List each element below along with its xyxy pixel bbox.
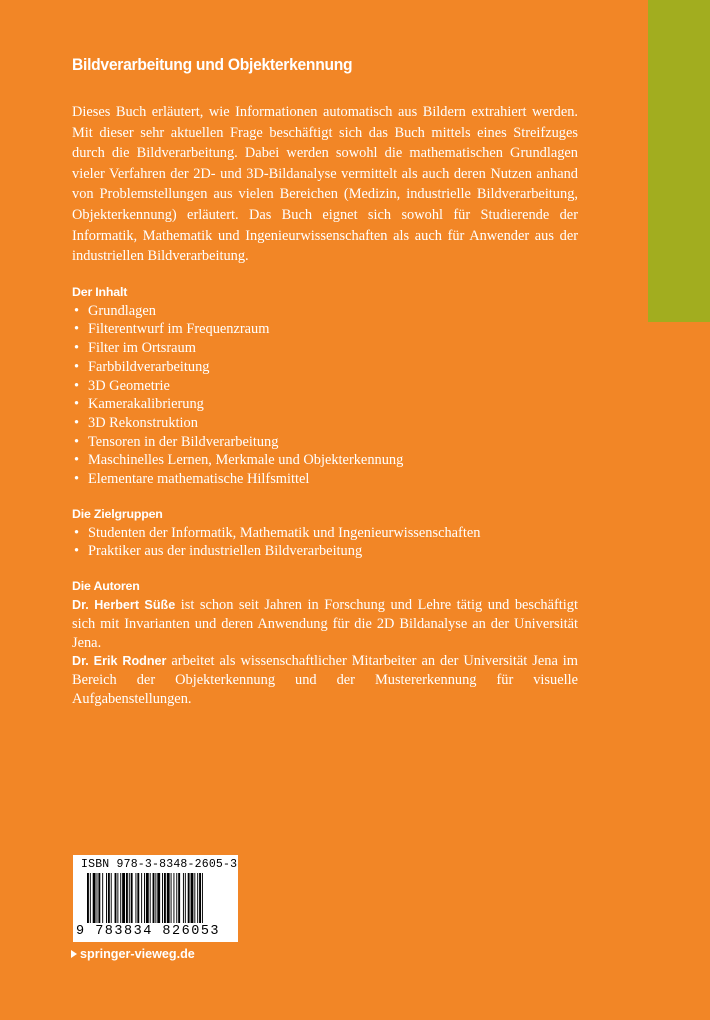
list-item <box>72 302 578 321</box>
publisher-website[interactable] <box>71 947 195 961</box>
bullet-icon: • <box>74 471 80 488</box>
list-item <box>72 358 578 377</box>
barcode-bar <box>90 873 91 923</box>
author-name: Dr. Herbert Süße <box>72 598 176 613</box>
list-item <box>72 524 578 543</box>
list-item-text: Grundlagen <box>88 302 156 319</box>
barcode-bar <box>102 873 103 923</box>
authors-heading: Die Autoren <box>72 579 140 594</box>
bullet-icon: • <box>74 433 80 450</box>
bullet-icon: • <box>74 396 80 413</box>
barcode-bar <box>157 873 160 923</box>
barcode-bar <box>176 873 177 923</box>
barcode-bar <box>173 873 174 923</box>
barcode-bar <box>135 873 136 923</box>
bullet-icon: • <box>74 340 80 357</box>
arrow-right-icon <box>71 950 77 958</box>
barcode-bar <box>194 873 195 923</box>
barcode-bar <box>183 873 184 923</box>
bullet-icon: • <box>74 543 80 560</box>
barcode-bar <box>93 873 96 923</box>
bullet-icon: • <box>74 377 80 394</box>
book-description: Dieses Buch erläutert, wie Informationen automatisch aus Bildern extrahiert werden. Mit dieser sehr aktuellen Frage beschäftigt sich das Buch mittels eines Streifzuges durch die Bildverarbeitung. Dabei werden sowohl die mathematischen Grundlagen vieler Verfahren der 2D- und 3D-Bildanalyse vermittelt als auch deren Nutzen anhand von Problemstellungen aus vielen Bereichen (Medizin, industrielle Bildverarbeitung, Objekterkennung) erläutert. Das Buch eignet sich sowohl für Studierende der Informatik, Mathematik und Ingenieurwissenschaften als auch für Anwender aus der industriellen Bildverarbeitung. <box>72 104 578 265</box>
list-item-text: Studenten der Informatik, Mathematik und Ingenieurwissenschaften <box>88 524 481 541</box>
bullet-icon: • <box>74 358 80 375</box>
list-item-text: Tensoren in der Bildverarbeitung <box>88 433 279 450</box>
author-bio-text: ist schon seit Jahren in Forschung und Lehre tätig und beschäftigt sich mit Invarianten und deren Anwendung für die 2D Bildanalyse an der Universität Jena. <box>72 597 578 651</box>
list-item-text: Filter im Ortsraum <box>88 340 196 357</box>
side-color-band <box>648 0 710 322</box>
list-item <box>72 339 578 358</box>
website-text: springer-vieweg.de <box>80 947 195 961</box>
author-name: Dr. Erik Rodner <box>72 654 167 669</box>
list-item <box>72 395 578 414</box>
barcode-bar <box>162 873 163 923</box>
book-title: Bildverarbeitung und Objekterkennung <box>72 55 353 74</box>
barcode-bar <box>131 873 133 923</box>
barcode-bar <box>155 873 156 923</box>
bullet-icon: • <box>74 414 80 431</box>
barcode-bar <box>141 873 142 923</box>
authors-section <box>72 579 578 708</box>
barcode-bar <box>106 873 107 923</box>
barcode-bar <box>115 873 117 923</box>
barcode-bar <box>202 873 203 923</box>
list-item-text: Praktiker aus der industriellen Bildverarbeitung <box>88 543 363 560</box>
barcode-bar <box>137 873 139 923</box>
contents-section <box>72 285 578 489</box>
barcode-digits: 9 783834 826053 <box>76 924 221 939</box>
author-bio <box>72 596 578 652</box>
back-cover-content <box>72 55 578 708</box>
barcode-bar <box>188 873 190 923</box>
list-item-text: 3D Rekonstruktion <box>88 414 198 431</box>
barcode-bar <box>164 873 166 923</box>
barcode-bar <box>146 873 149 923</box>
bullet-icon: • <box>74 321 80 338</box>
list-item <box>72 320 578 339</box>
list-item-text: Filterentwurf im Frequenzraum <box>88 321 270 338</box>
list-item-text: Farbbildverarbeitung <box>88 358 210 375</box>
bullet-icon: • <box>74 452 80 469</box>
barcode-bar <box>98 873 100 923</box>
barcode-bar <box>97 873 98 923</box>
barcode-bar <box>153 873 155 923</box>
bullet-icon: • <box>74 302 80 319</box>
list-item <box>72 470 578 489</box>
barcode-bar <box>150 873 151 923</box>
isbn-barcode <box>73 855 238 942</box>
list-item-text: Maschinelles Lernen, Merkmale und Objekterkennung <box>88 452 404 469</box>
author-bio <box>72 652 578 708</box>
isbn-label: ISBN 978-3-8348-2605-3 <box>81 858 238 871</box>
barcode-bars <box>87 873 227 923</box>
list-item <box>72 377 578 396</box>
list-item-text: Elementare mathematische Hilfsmittel <box>88 471 310 488</box>
barcode-bar <box>111 873 112 923</box>
barcode-bar <box>178 873 180 923</box>
author-bio-text: arbeitet als wissenschaftlicher Mitarbeiter an der Universität Jena im Bereich der Objekterkennung und der Mustererkennung für visuelle Aufgabenstellungen. <box>72 653 578 707</box>
barcode-bar <box>117 873 118 923</box>
list-item-text: Kamerakalibrierung <box>88 396 204 413</box>
contents-heading: Der Inhalt <box>72 284 128 299</box>
barcode-bar <box>199 873 201 923</box>
barcode-bar <box>197 873 198 923</box>
barcode-bar <box>126 873 128 923</box>
list-item <box>72 542 578 561</box>
barcode-bar <box>191 873 194 923</box>
bullet-icon: • <box>74 524 80 541</box>
list-item-text: 3D Geometrie <box>88 377 170 394</box>
audience-list <box>72 524 578 561</box>
barcode-bar <box>122 873 125 923</box>
barcode-bar <box>144 873 145 923</box>
barcode-bar <box>171 873 172 923</box>
list-item <box>72 414 578 433</box>
barcode-bar <box>167 873 170 923</box>
audience-heading: Die Zielgruppen <box>72 506 163 521</box>
audience-section <box>72 507 578 561</box>
list-item <box>72 433 578 452</box>
barcode-bar <box>108 873 110 923</box>
list-item <box>72 451 578 470</box>
barcode-bar <box>87 873 89 923</box>
barcode-bar <box>120 873 121 923</box>
contents-list <box>72 302 578 489</box>
barcode-bar <box>129 873 130 923</box>
barcode-bar <box>185 873 186 923</box>
